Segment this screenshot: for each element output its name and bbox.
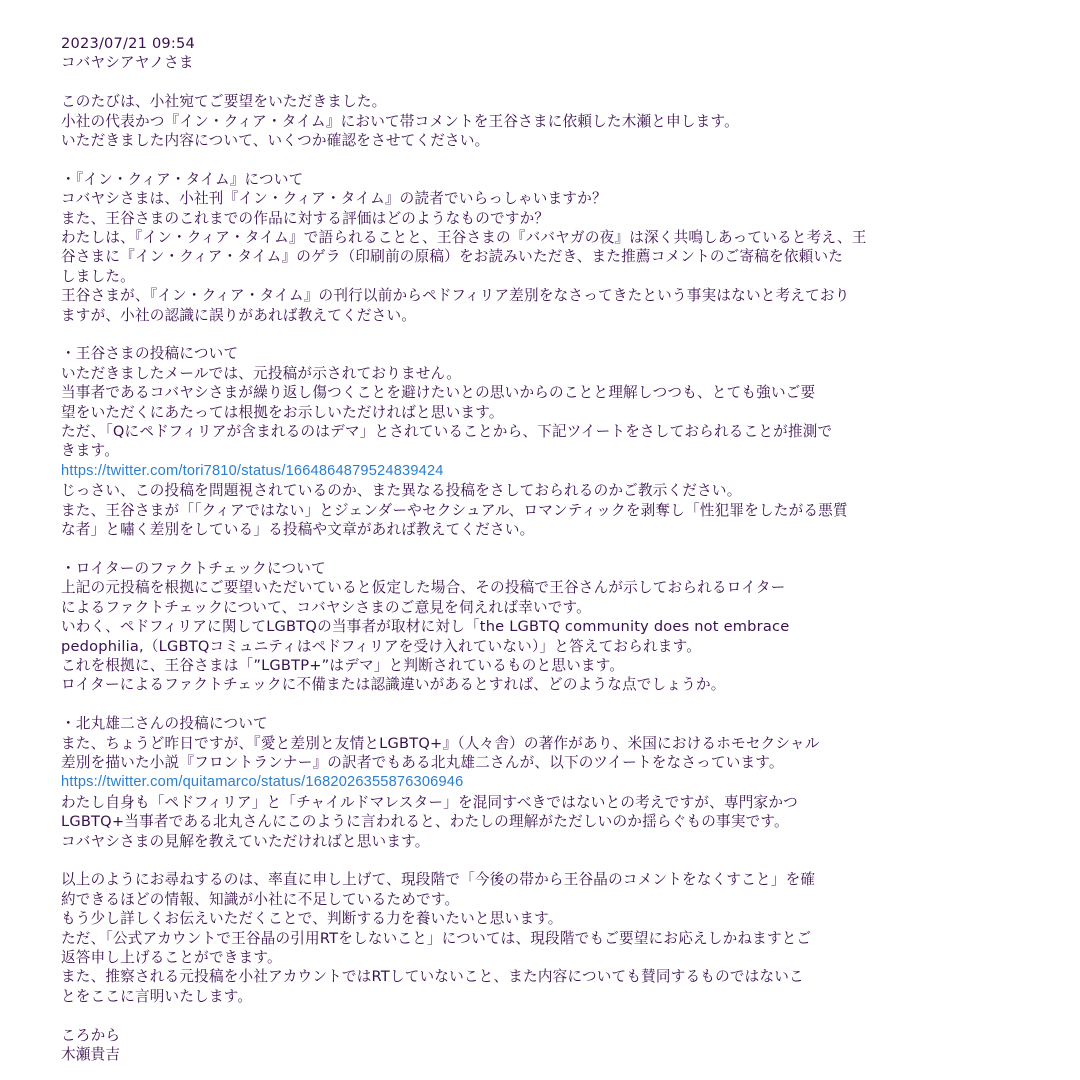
signoff-publisher: ころから [61,1026,121,1044]
signoff-name: 木瀬貴吉 [61,1046,121,1064]
section1-line: 谷さまに『イン・クィア・タイム』のゲラ（印刷前の原稿）をお読みいただき、また推薦コメントのご寄稿を依頼いた [61,248,844,266]
section2-line: また、王谷さまが「「クィアではない」とジェンダーやセクシュアル、ロマンティックを剥奪し「性犯罪をしたがる悪質 [61,501,848,519]
section2-line: いただきましたメールでは、元投稿が示されておりません。 [61,364,462,382]
section4-line: 差別を描いた小説『フロントランナー』の訳者でもある北丸雄二さんが、以下のツイートをなさっています。 [61,753,784,771]
section3-line: pedophilia,（LGBTQコミュニティはペドフィリアを受け入れていない）」と答えておられます。 [61,637,701,655]
closing-line: 約できるほどの情報、知識が小社に不足しているためです。 [61,890,460,908]
spacer [61,73,966,92]
section3-line: 上記の元投稿を根拠にご要望いただいていると仮定した場合、その投稿で王谷さんが示しておられるロイター [61,579,786,597]
intro-line: いただきました内容について、いくつか確認をさせてください。 [61,132,490,150]
section-heading-otani-post: ・王谷さまの投稿について [61,345,239,363]
closing-line: 以上のようにお尋ねするのは、率直に申し上げて、現段階で「今後の帯から王谷晶のコメントをなくすこと」を確 [61,871,816,889]
spacer [61,325,966,344]
section3-line: によるファクトチェックについて、コバヤシさまのご意見を伺えれば幸いです。 [61,598,591,616]
email-letter [61,34,966,1064]
closing-line: 返答申し上げることができます。 [61,949,282,966]
email-datetime: 2023/07/21 09:54 [61,35,196,52]
section1-line: 王谷さまが、『イン・クィア・タイム』の刊行以前からペドフィリア差別をなさってきたという事実はないと考えており [61,287,850,305]
section-heading-reuters-factcheck: ・ロイターのファクトチェックについて [61,559,326,577]
section1-line: ますが、小社の認識に誤りがあれば教えてください。 [61,306,417,324]
intro-line: このたびは、小社宛てご要望をいただきました。 [61,93,387,111]
spacer [61,851,966,870]
spacer [61,695,966,714]
section4-line: コバヤシさまの見解を教えていただければと思います。 [61,832,430,850]
section3-line: ロイターによるファクトチェックに不備または認識違いがあるとすれば、どのような点でしょうか。 [61,676,726,694]
section1-line: コバヤシさまは、小社刊『イン・クィア・タイム』の読者でいらっしゃいますか？ [61,190,607,208]
section4-line: また、ちょうど昨日ですが、『愛と差別と友情とLGBTQ+』（人々舎）の著作があり、米国におけるホモセクシャル [61,734,820,752]
closing-line: とをここに言明いたします。 [61,987,253,1005]
spacer [61,540,966,559]
section3-line: いわく、ペドフィリアに関してLGBTQの当事者が取材に対し「the LGBTQ community does not embrace [61,618,790,636]
section2-line: ただ、「Qにペドフィリアが含まれるのはデマ」とされていることから、下記ツイートをさしておられることが推測で [61,423,833,441]
section3-line: これを根拠に、王谷さまは「”LGBTP+”はデマ」と判断されているものと思います。 [61,656,625,674]
closing-line: ただ、「公式アカウントで王谷晶の引用RTをしないこと」については、現段階でもご要望にお応えしかねますとご [61,929,812,947]
section-heading-kitamaru-post: ・北丸雄二さんの投稿について [61,715,268,733]
spacer [61,150,966,169]
email-recipient: コバヤシアヤノさま [61,54,194,72]
section2-line: 望をいただくにあたっては根拠をお示しいただければと思います。 [61,403,504,421]
section-heading-in-queer-time: ・『イン・クィア・タイム』について [61,170,304,188]
section2-line: な者」と嘯く差別をしている」る投稿や文章があれば教えてください。 [61,521,535,539]
closing-line: また、推察される元投稿を小社アカウントではRTしていないこと、また内容についても賛同するものではないこ [61,968,804,986]
spacer [61,1006,966,1025]
tweet-link-line [61,772,966,792]
tweet-link-tori7810[interactable]: https://twitter.com/tori7810/status/1664864879524839424 [61,462,444,479]
section2-line: 当事者であるコバヤシさまが繰り返し傷つくことを避けたいとの思いからのことと理解しつつも、とても強いご要 [61,384,816,402]
section1-line: また、王谷さまのこれまでの作品に対する評価はどのようなものですか？ [61,209,550,227]
section2-line: きます。 [61,442,120,460]
closing-line: もう少し詳しくお伝えいただくことで、判断する力を養いたいと思います。 [61,910,563,928]
section4-line: LGBTQ+当事者である北丸さんにこのように言われると、わたしの理解がただしいのか揺らぐもの事実です。 [61,813,789,831]
section1-line: しました。 [61,267,135,285]
section4-line: わたし自身も「ペドフィリア」と「チャイルドマレスター」を混同すべきではないとの考えですが、専門家かつ [61,793,798,811]
intro-line: 小社の代表かつ『イン・クィア・タイム』において帯コメントを王谷さまに依頼した木瀬と申します。 [61,112,739,130]
section1-line: わたしは、『イン・クィア・タイム』で語られることと、王谷さまの『ババヤガの夜』は深く共鳴しあっていると考え、王 [61,229,867,247]
tweet-link-quitamarco[interactable]: https://twitter.com/quitamarco/status/1682026355876306946 [61,774,464,791]
section2-line: じっさい、この投稿を問題視されているのか、また異なる投稿をさしておられるのかご教示ください。 [61,482,742,500]
tweet-link-line [61,461,966,481]
